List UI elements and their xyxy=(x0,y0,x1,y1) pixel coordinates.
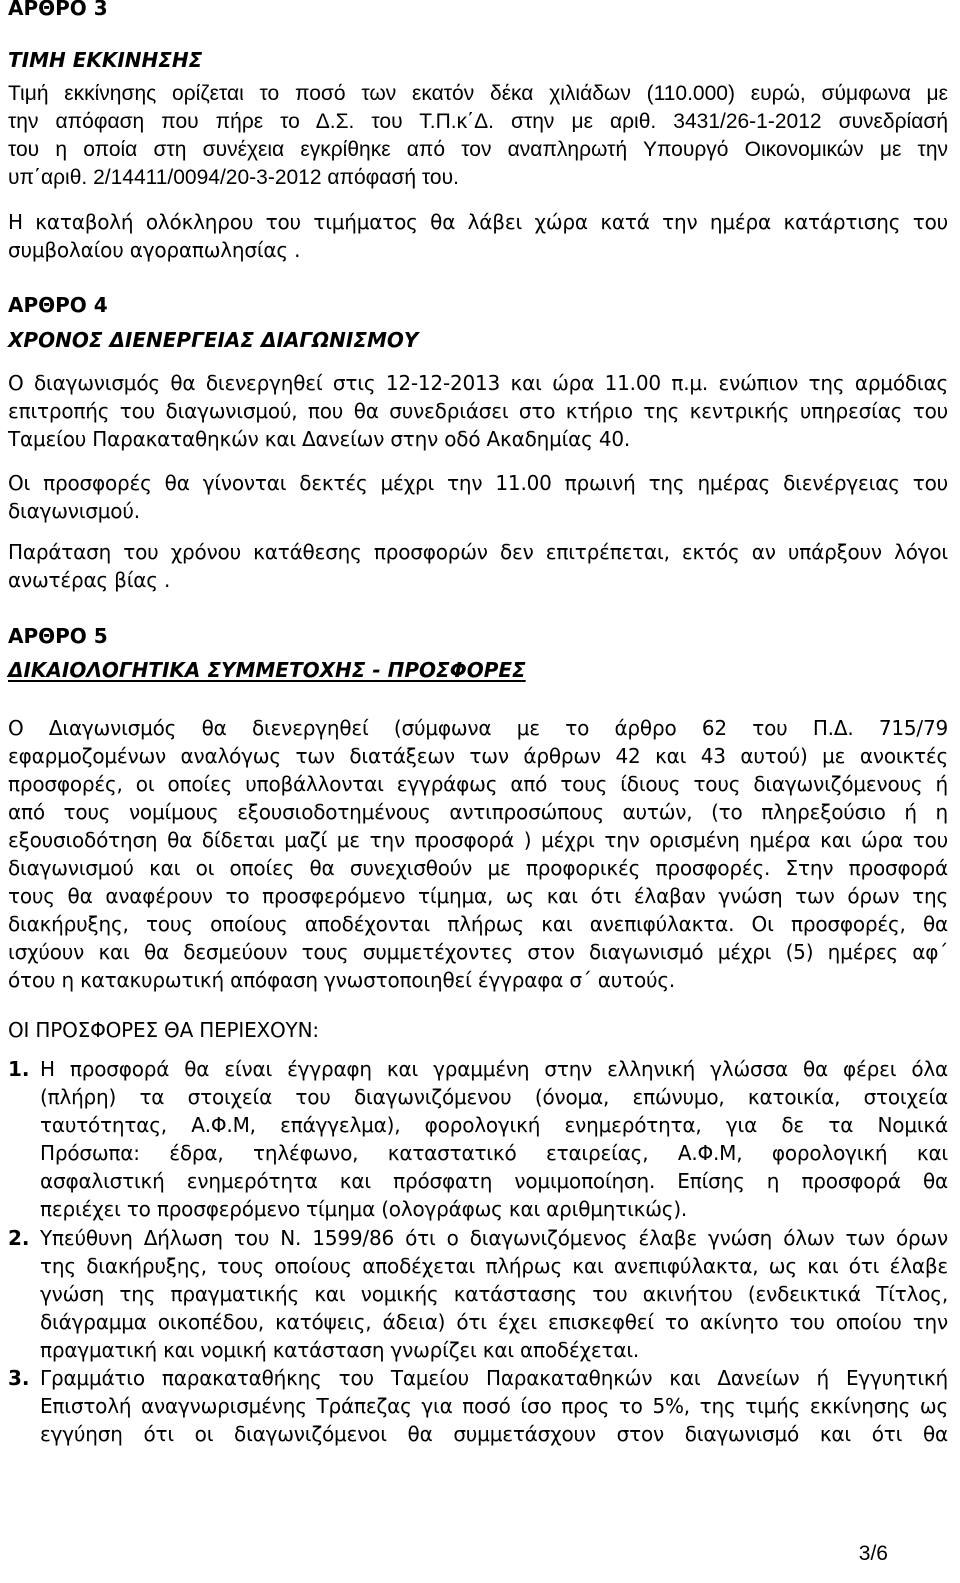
text-line: διαγωνισμού. xyxy=(8,499,140,523)
article-heading: ΑΡΘΡΟ 4 xyxy=(8,293,108,317)
text-line: προσφορές, οι οποίες υποβάλλονται εγγράφως από τους ίδιους τους διαγωνιζόμενους ή xyxy=(8,772,948,796)
text-line: την απόφαση που πήρε το Δ.Σ. του Τ.Π.κ΄Δ. στην με αριθ. 3431/26-1-2012 συνεδρίασή xyxy=(8,110,948,133)
text-line: επιτροπής του διαγωνισμού, που θα συνεδριάσει στο κτήριο της κεντρικής υπηρεσίας του xyxy=(8,399,948,423)
article-5-title-block xyxy=(8,656,948,684)
text-line: Παράταση του χρόνου κατάθεσης προσφορών δεν επιτρέπεται, εκτός αν υπάρξουν λόγοι xyxy=(8,540,948,564)
contains-label: ΟΙ ΠΡΟΣΦΟΡΕΣ ΘΑ ΠΕΡΙΕΧΟΥΝ: xyxy=(8,1018,319,1042)
text-line: ανωτέρας βίας . xyxy=(8,568,171,592)
text-line: συμβολαίου αγοραπωλησίας . xyxy=(8,238,301,262)
text-line: Πρόσωπα: έδρα, τηλέφωνο, καταστατικό εταιρείας, Α.Φ.Μ, φορολογική και xyxy=(40,1141,948,1165)
text-line: ότου η κατακυρωτική απόφαση γνωστοποιηθεί έγγραφα σ΄ αυτούς. xyxy=(8,968,676,992)
text-line: Ο Διαγωνισμός θα διενεργηθεί (σύμφωνα με το άρθρο 62 του Π.Δ. 715/79 xyxy=(8,716,948,740)
text-line: Τιμή εκκίνησης ορίζεται το ποσό των εκατόν δέκα χιλιάδων (110.000) ευρώ, σύμφωνα με xyxy=(8,82,948,105)
text-line: Επιστολή αναγνωρισμένης Τράπεζας για ποσό ίσο προς το 5%, της τιμής εκκίνησης ως xyxy=(40,1394,948,1418)
article-4-title-block xyxy=(8,326,948,354)
text-line: τους θα αναφέρουν το προσφερόμενο τίμημα, ως και ότι έλαβαν γνώση των όρων της xyxy=(8,884,948,908)
text-line: πραγματική και νομική κατάσταση γνωρίζει και αποδέχεται. xyxy=(40,1338,640,1362)
list-item-body xyxy=(40,1364,948,1448)
list-item-number: 3. xyxy=(8,1366,30,1390)
text-line: Υπεύθυνη Δήλωση του Ν. 1599/86 ότι ο διαγωνιζόμενος έλαβε γνώση όλων των όρων xyxy=(40,1226,948,1250)
article-3 xyxy=(8,0,948,22)
article-4-paragraph-3 xyxy=(8,538,948,594)
text-line: Οι προσφορές θα γίνονται δεκτές μέχρι την 11.00 πρωινή της ημέρας διενέργειας του xyxy=(8,471,948,495)
text-line: διακήρυξης, τους οποίους αποδέχονται πλήρως και ανεπιφύλακτα. Οι προσφορές, θα xyxy=(8,912,948,936)
contains-label-block xyxy=(8,1016,948,1044)
text-line: εξουσιοδότηση θα δίδεται μαζί με την προσφορά ) μέχρι την ορισμένη ημέρα και ώρα του xyxy=(8,828,948,852)
text-line: εφαρμοζομένων αναλόγως των διατάξεων των άρθρων 42 και 43 αυτού) με ανοικτές xyxy=(8,744,948,768)
article-5-paragraph-1 xyxy=(8,714,948,994)
text-line: Η προσφορά θα είναι έγγραφη και γραμμένη στην ελληνική γλώσσα θα φέρει όλα xyxy=(40,1057,948,1081)
text-line: ταυτότητας, Α.Φ.Μ, επάγγελμα), φορολογική ενημερότητα, για δε τα Νομικά xyxy=(40,1113,948,1137)
text-line: ισχύουν και θα δεσμεύουν τους συμμετέχοντες στον διαγωνισμό μέχρι (5) ημέρες αφ΄ xyxy=(8,940,948,964)
text-line: από τους νομίμους εξουσιοδοτημένους αντιπροσώπους αυτών, (το πληρεξούσιο ή η xyxy=(8,800,948,824)
list-item-body xyxy=(40,1224,948,1364)
text-line: διαγωνισμού και οι οποίες θα συνεχισθούν με προφορικές προσφορές. Στην προσφορά xyxy=(8,856,948,880)
article-heading: ΑΡΘΡΟ 3 xyxy=(8,0,108,20)
text-line: γνώση της πραγματικής και νομικής κατάστασης του ακινήτου (ενδεικτικά Τίτλος, xyxy=(40,1282,948,1306)
text-line: εγγύηση ότι οι διαγωνιζόμενοι θα συμμετάσχουν στον διαγωνισμό και ότι θα xyxy=(40,1422,948,1446)
text-line: διάγραμμα οικοπέδου, κατόψεις, άδεια) ότι έχει επισκεφθεί το ακίνητο του οποίου την xyxy=(40,1310,948,1334)
article-4 xyxy=(8,291,948,319)
article-4-paragraph-1 xyxy=(8,369,948,453)
text-line: Ο διαγωνισμός θα διενεργηθεί στις 12-12-2013 και ώρα 11.00 π.μ. ενώπιον της αρμόδιας xyxy=(8,371,948,395)
text-line: Η καταβολή ολόκληρου του τιμήματος θα λάβει χώρα κατά την ημέρα κατάρτισης του xyxy=(8,210,948,234)
text-line: Ταμείου Παρακαταθηκών και Δανείων στην οδό Ακαδημίας 40. xyxy=(8,427,631,451)
page-number: 3/6 xyxy=(858,1542,888,1565)
article-title: ΧΡΟΝΟΣ ΔΙΕΝΕΡΓΕΙΑΣ ΔΙΑΓΩΝΙΣΜΟΥ xyxy=(8,328,419,352)
text-line: ασφαλιστική ενημερότητα και πρόσφατη νομιμοποίηση. Επίσης η προσφορά θα xyxy=(40,1169,948,1193)
article-title: ΤΙΜΗ ΕΚΚΙΝΗΣΗΣ xyxy=(8,48,203,72)
article-heading: ΑΡΘΡΟ 5 xyxy=(8,624,108,648)
text-line: του η οποία στη συνέχεια εγκρίθηκε από τον αναπληρωτή Υπουργό Οικονομικών με την xyxy=(8,138,948,161)
article-5 xyxy=(8,622,948,650)
list-item-body xyxy=(40,1055,948,1223)
list-item-number: 1. xyxy=(8,1057,30,1081)
text-line: της διακήρυξης, τους οποίους αποδέχεται πλήρως και ανεπιφύλακτα, ως και ότι έλαβε xyxy=(40,1254,948,1278)
text-line: (πλήρη) τα στοιχεία του διαγωνιζόμενου (όνομα, επώνυμο, κατοικία, στοιχεία xyxy=(40,1085,948,1109)
article-3-title-block xyxy=(8,46,948,74)
article-title: ΔΙΚΑΙΟΛΟΓΗΤΙΚΑ ΣΥΜΜΕΤΟΧΗΣ - ΠΡΟΣΦΟΡΕΣ xyxy=(8,658,526,682)
article-3-paragraph-1 xyxy=(8,80,948,192)
list-item-number: 2. xyxy=(8,1226,30,1250)
text-line: υπ΄αριθ. 2/14411/0094/20-3-2012 απόφασή του. xyxy=(8,166,459,189)
text-line: περιέχει το προσφερόμενο τίμημα (ολογράφως και αριθμητικώς). xyxy=(40,1197,688,1221)
article-4-paragraph-2 xyxy=(8,469,948,525)
text-line: Γραμμάτιο παρακαταθήκης του Ταμείου Παρακαταθηκών και Δανείων ή Εγγυητική xyxy=(40,1366,948,1390)
article-3-paragraph-2 xyxy=(8,208,948,264)
